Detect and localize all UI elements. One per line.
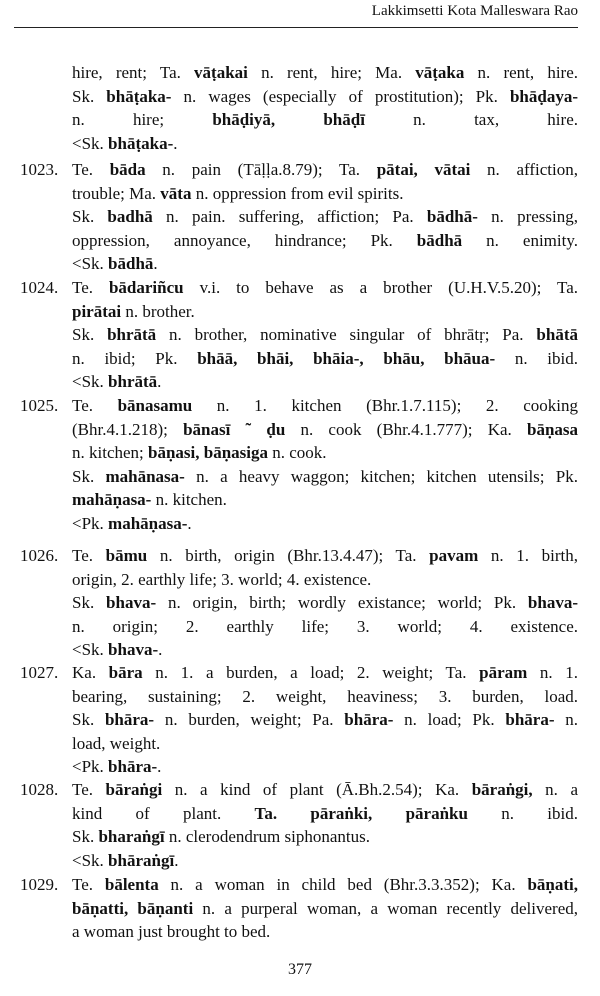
gloss-text: <Sk.	[72, 850, 109, 870]
entry-line	[72, 897, 578, 921]
headword: bāṇasi, bāṇasiga	[148, 443, 269, 462]
entry-line	[72, 488, 578, 512]
headword: pāram	[479, 663, 528, 682]
entry-line	[72, 158, 578, 182]
gloss-text: n. cook.	[268, 443, 327, 462]
gloss-text: n. pain (Tāḷḷa.8.79); Ta.	[145, 160, 377, 179]
gloss-text: Sk.	[72, 827, 99, 846]
entry-number: 1026.	[20, 546, 59, 565]
headword: bhāṭaka-	[108, 133, 174, 153]
headword: bāraṅgi,	[471, 780, 533, 799]
gloss-text: n. kitchen;	[72, 443, 149, 462]
gloss-text: Te.	[72, 780, 106, 799]
entry-line	[72, 252, 578, 276]
headword: bhava-	[527, 593, 578, 612]
entry-line	[72, 85, 578, 109]
gloss-text: <Pk.	[72, 757, 109, 776]
entry-line	[72, 276, 578, 300]
gloss-text: n. tax, hire.	[364, 110, 578, 129]
headword: bāda	[109, 160, 146, 179]
entry-number: 1027.	[20, 663, 59, 682]
entry-line	[72, 205, 578, 229]
headword: bharaṅgī	[98, 827, 165, 846]
headword: bhāraṅgī	[108, 850, 175, 870]
gloss-text: Sk.	[72, 86, 107, 106]
entry-body	[72, 394, 578, 535]
gloss-text: Sk.	[72, 466, 106, 486]
gloss-text: Te.	[72, 160, 110, 179]
entry-line	[72, 778, 578, 802]
gloss-text: bearing, sustaining; 2. weight, heaviness; 3. burden, load.	[72, 686, 578, 706]
headword: bāṇasa	[526, 419, 579, 439]
entry-line	[72, 802, 578, 826]
gloss-text: .	[158, 640, 163, 659]
entry-body	[72, 544, 578, 662]
headword: pātai, vātai	[376, 160, 471, 179]
gloss-text: n. 1. a burden, a load; 2. weight; Ta.	[142, 663, 480, 682]
entry-line	[72, 300, 578, 324]
headword: bānasī ˜ ḍu	[183, 419, 286, 439]
entry-line	[72, 229, 578, 253]
entry-line	[72, 638, 578, 662]
dictionary-entry	[20, 158, 578, 276]
page-number: 377	[288, 961, 312, 978]
headword: vāṭakai	[194, 63, 248, 82]
gloss-text: .	[157, 757, 162, 776]
gloss-text: n. brother, nominative singular of bhrātṛ; Pa.	[156, 325, 537, 344]
gloss-text: v.i. to behave as a brother (U.H.V.5.20); Ta.	[183, 278, 578, 297]
gloss-text: Sk.	[72, 325, 108, 344]
headword: bhāṭaka-	[106, 86, 172, 106]
gloss-text: n. kitchen.	[151, 490, 227, 509]
headword: bāra	[108, 663, 143, 682]
gloss-text: <Pk.	[72, 513, 109, 533]
gloss-text: Te.	[72, 875, 105, 894]
gloss-text: n. ibid; Pk.	[72, 348, 198, 368]
headword: bhāra-	[344, 710, 394, 729]
entry-body	[72, 61, 578, 155]
dictionary-entry	[20, 61, 578, 155]
headword: vāṭaka	[415, 63, 465, 82]
headword: vāta	[160, 183, 192, 203]
gloss-text: n. enimity.	[462, 230, 578, 250]
gloss-text: hire, rent; Ta.	[72, 63, 195, 82]
entry-number: 1028.	[20, 780, 59, 799]
gloss-text: n. origin, birth; wordly existance; world; Pk.	[156, 593, 528, 612]
dictionary-entry	[20, 276, 578, 394]
gloss-text: a woman just brought to bed.	[72, 922, 271, 941]
gloss-text: n. rent, hire.	[464, 63, 578, 82]
gloss-text: <Sk.	[72, 640, 109, 659]
entry-number: 1023.	[20, 160, 59, 179]
entry-line	[72, 873, 578, 897]
gloss-text: Sk.	[72, 593, 107, 612]
gloss-text: origin, 2. earthly life; 3. world; 4. existence.	[72, 569, 372, 589]
entry-body	[72, 158, 578, 276]
gloss-text: (Bhr.4.1.218);	[72, 419, 184, 439]
gloss-text: .	[174, 850, 179, 870]
gloss-text: <Sk.	[72, 254, 109, 273]
gloss-text: <Sk.	[72, 133, 109, 153]
gloss-text: .	[173, 133, 178, 153]
entry-body	[72, 778, 578, 872]
headword: bhāra-	[108, 757, 158, 776]
headword: bāmu	[105, 546, 148, 565]
gloss-text: n. cook (Bhr.4.1.777); Ka.	[285, 419, 527, 439]
headword: bādhā	[108, 254, 154, 273]
entry-line	[72, 661, 578, 685]
gloss-text: n. affiction,	[470, 160, 578, 179]
gloss-text: n. oppression from evil spirits.	[191, 183, 404, 203]
gloss-text: n. ibid.	[467, 803, 578, 823]
gloss-text: n. ibid.	[495, 348, 578, 368]
gloss-text: oppression, annoyance, hindrance; Pk.	[72, 230, 417, 250]
gloss-text: Te.	[72, 546, 106, 565]
gloss-text: n. hire;	[72, 110, 213, 129]
gloss-text: n. a	[532, 780, 578, 799]
entry-line	[72, 849, 578, 873]
gloss-text: n. pressing,	[477, 207, 578, 226]
gloss-text: n. clerodendrum siphonantus.	[164, 827, 370, 846]
gloss-text: Sk.	[72, 710, 105, 729]
entry-line	[72, 394, 578, 418]
gloss-text: n. a woman in child bed (Bhr.3.3.352); Ka.	[158, 875, 528, 894]
gloss-text: n. a heavy waggon; kitchen; kitchen utensils; Pk.	[184, 466, 578, 486]
entry-number: 1024.	[20, 278, 59, 297]
headword: bāṇati,	[527, 875, 579, 894]
gloss-text: n. pain. suffering, affiction; Pa.	[152, 207, 427, 226]
headword: bhava-	[106, 593, 157, 612]
entry-line	[72, 615, 578, 639]
headword: mahāṇasa-	[72, 490, 152, 509]
headword: bāraṅgi	[105, 780, 163, 799]
gloss-text: n. a kind of plant (Ā.Bh.2.54); Ka.	[162, 780, 472, 799]
entry-line	[72, 465, 578, 489]
entry-line	[72, 370, 578, 394]
entry-line	[72, 512, 578, 536]
gloss-text: .	[153, 254, 158, 273]
entry-line	[72, 441, 578, 465]
headword: bhrātā	[107, 325, 157, 344]
dictionary-entry	[20, 394, 578, 535]
headword: bādhā	[416, 230, 463, 250]
gloss-text: n. a purperal woman, a woman recently delivered,	[193, 898, 579, 918]
dictionary-entry	[20, 544, 578, 662]
headword: bānasamu	[117, 396, 193, 415]
gloss-text: Sk.	[72, 207, 108, 226]
headword: bhātā	[536, 325, 578, 344]
entry-line	[72, 591, 578, 615]
entry-line	[72, 323, 578, 347]
headword: pirātai	[72, 301, 122, 321]
gloss-text: n. load; Pk.	[393, 710, 506, 729]
gloss-text: n. burden, weight; Pa.	[154, 710, 345, 729]
entry-line	[72, 418, 578, 442]
entry-line	[72, 825, 578, 849]
gloss-text: trouble; Ma.	[72, 183, 161, 203]
headword: bādariñcu	[108, 278, 184, 297]
gloss-text: Te.	[72, 278, 109, 297]
gloss-text: n. origin; 2. earthly life; 3. world; 4. existence.	[72, 616, 578, 636]
dictionary-entry	[20, 661, 578, 779]
entry-line	[72, 755, 578, 779]
entry-line	[72, 108, 578, 132]
headword: bhrātā	[108, 372, 158, 391]
dictionary-entry	[20, 873, 578, 944]
gloss-text: n. 1. kitchen (Bhr.1.7.115); 2. cooking	[192, 396, 578, 415]
gloss-text: n. birth, origin (Bhr.13.4.47); Ta.	[147, 546, 430, 565]
gloss-text: n. brother.	[121, 301, 195, 321]
entry-line	[72, 920, 578, 944]
entry-number: 1029.	[20, 875, 59, 894]
gloss-text: load, weight.	[72, 733, 161, 753]
headword: bhāā, bhāi, bhāia-, bhāu, bhāua-	[197, 348, 496, 368]
gloss-text: Te.	[72, 396, 118, 415]
headword: bhāḍiyā, bhāḍī	[212, 110, 365, 129]
headword: mahānasa-	[105, 466, 185, 486]
entry-line	[72, 347, 578, 371]
headword: bālenta	[104, 875, 159, 894]
gloss-text: n. 1.	[527, 663, 578, 682]
entry-line	[72, 61, 578, 85]
gloss-text: kind of plant.	[72, 803, 255, 823]
gloss-text: n. 1. birth,	[478, 546, 579, 565]
gloss-text: n. rent, hire; Ma.	[247, 63, 416, 82]
entry-line	[72, 568, 578, 592]
headword: bhāra-	[104, 710, 155, 729]
entry-line	[72, 708, 578, 732]
headword: badhā	[107, 207, 153, 226]
entry-body	[72, 661, 578, 779]
entry-line	[72, 132, 578, 156]
gloss-text: n.	[554, 710, 578, 729]
headword: Ta. pāraṅki, pāraṅku	[254, 803, 468, 823]
entry-number: 1025.	[20, 396, 59, 415]
headword: bhāḍaya-	[509, 86, 578, 106]
header-rule	[14, 27, 578, 28]
headword: bhava-	[108, 640, 159, 659]
gloss-text: .	[157, 372, 162, 391]
dictionary-entry	[20, 778, 578, 872]
running-head: Lakkimsetti Kota Malleswara Rao	[371, 3, 578, 19]
headword: mahāṇasa-	[108, 513, 188, 533]
gloss-text: .	[187, 513, 192, 533]
headword: pavam	[429, 546, 479, 565]
headword: bhāra-	[505, 710, 555, 729]
entry-body	[72, 276, 578, 394]
entry-body	[72, 873, 578, 944]
gloss-text: n. wages (especially of prostitution); Pk.	[171, 86, 510, 106]
entry-line	[72, 685, 578, 709]
headword: bāṇatti, bāṇanti	[72, 898, 194, 918]
entry-line	[72, 732, 578, 756]
gloss-text: <Sk.	[72, 372, 109, 391]
headword: bādhā-	[426, 207, 478, 226]
entry-line	[72, 182, 578, 206]
entry-line	[72, 544, 578, 568]
gloss-text: Ka.	[72, 663, 109, 682]
